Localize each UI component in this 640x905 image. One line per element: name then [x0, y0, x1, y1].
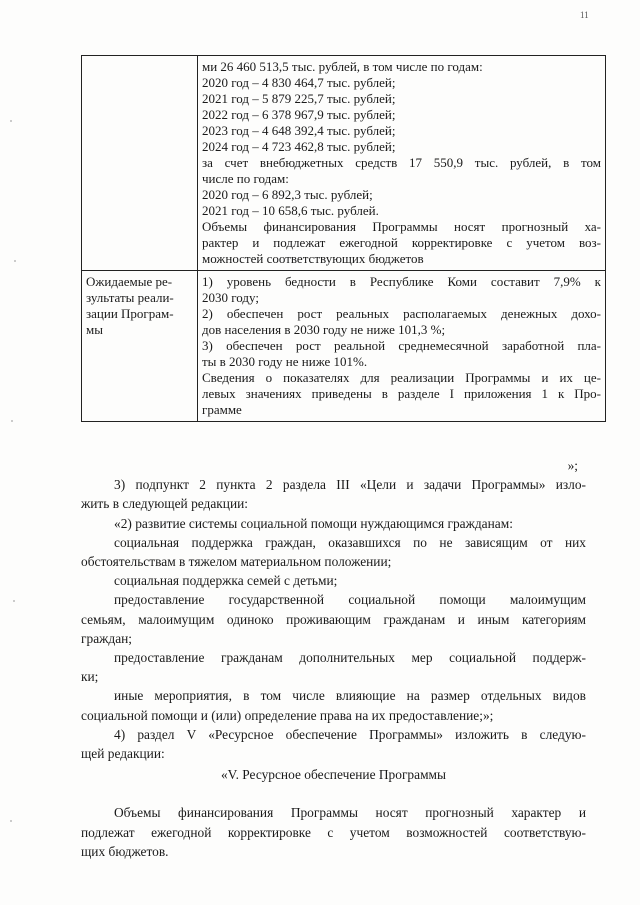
cell-line: можностей соответствующих бюджетов [202, 251, 424, 266]
paragraph-line: подлежат ежегодной корректировке с учетом возможностей соответствую- [81, 824, 586, 840]
paragraph-line: 3) подпункт 2 пункта 2 раздела III «Цели и задачи Программы» изло- [114, 477, 586, 493]
paragraph-line: предоставление государственной социальной помощи малоимущим [114, 592, 586, 608]
paragraph-line: 4) раздел V «Ресурсное обеспечение Программы» изложить в следую- [114, 726, 586, 742]
label-line: зации Програм- [86, 306, 174, 321]
expected-results-cell [198, 271, 606, 422]
paragraph-line: обстоятельствам в тяжелом материальном положении; [81, 554, 392, 570]
financing-cell [198, 56, 606, 271]
paragraph-line: социальная поддержка граждан, оказавшихся по не зависящим от них [114, 534, 586, 550]
cell-line: за счет внебюджетных средств 17 550,9 тыс. рублей, в том [202, 155, 601, 170]
paragraph-line: «2) развитие системы социальной помощи нуждающимся гражданам: [114, 515, 513, 531]
cell-line: 2) обеспечен рост реальных располагаемых денежных дохо- [202, 306, 601, 321]
paragraph-line: граждан; [81, 630, 133, 646]
scan-speck [13, 600, 15, 602]
label-line: мы [86, 322, 103, 337]
scan-speck [10, 120, 12, 122]
page-number: 11 [580, 10, 589, 20]
cell-line: ми 26 460 513,5 тыс. рублей, в том числе по годам: [202, 59, 483, 74]
cell-line: 3) обеспечен рост реальной среднемесячной заработной пла- [202, 338, 601, 353]
paragraph-line: семьям, малоимущим одиноко проживающим гражданам и иным категориям [81, 611, 586, 627]
program-passport-table [81, 55, 606, 422]
expected-results-label-cell [82, 271, 198, 422]
label-line: зультаты реали- [86, 290, 174, 305]
cell-line: 2020 год – 4 830 464,7 тыс. рублей; [202, 75, 396, 90]
cell-line: 2020 год – 6 892,3 тыс. рублей; [202, 187, 373, 202]
paragraph-line: иные мероприятия, в том числе влияющие на размер отдельных видов [114, 688, 586, 704]
paragraph-line: жить в следующей редакции: [81, 496, 249, 512]
scan-speck [10, 820, 12, 822]
cell-line: 2023 год – 4 648 392,4 тыс. рублей; [202, 123, 396, 138]
paragraph-line: социальная поддержка семей с детьми; [114, 573, 338, 589]
cell-line: ты в 2030 году не ниже 101%. [202, 354, 368, 369]
table-row [82, 271, 606, 422]
cell-line: грамме [202, 402, 242, 417]
label-cell-empty [82, 56, 198, 271]
cell-line: 2021 год – 10 658,6 тыс. рублей. [202, 203, 379, 218]
cell-line: Объемы финансирования Программы носят прогнозный ха- [202, 219, 601, 234]
closing-quote: »; [567, 458, 578, 473]
paragraph-line: щей редакции: [81, 746, 165, 762]
paragraph-line: ки; [81, 669, 99, 685]
cell-line: 1) уровень бедности в Республике Коми составит 7,9% к [202, 274, 601, 289]
paragraph-line: щих бюджетов. [81, 843, 169, 859]
paragraph-line: предоставление гражданам дополнительных мер социальной поддерж- [114, 650, 586, 666]
scan-speck [14, 260, 16, 262]
cell-line: числе по годам: [202, 171, 289, 186]
section-title: «V. Ресурсное обеспечение Программы [220, 767, 447, 783]
cell-line: Сведения о показателях для реализации Программы и их це- [202, 370, 601, 385]
paragraph-line: Объемы финансирования Программы носят прогнозный характер и [114, 805, 586, 821]
cell-line: 2022 год – 6 378 967,9 тыс. рублей; [202, 107, 396, 122]
cell-line: левых значениях приведены в разделе I приложения 1 к Про- [202, 386, 601, 401]
cell-line: 2021 год – 5 879 225,7 тыс. рублей; [202, 91, 396, 106]
label-line: Ожидаемые ре- [86, 274, 173, 289]
paragraph-line: социальной помощи и (или) определение права на их предоставление;»; [81, 707, 494, 723]
cell-line: 2030 году; [202, 290, 259, 305]
document-body [81, 456, 586, 861]
scan-speck [11, 420, 13, 422]
cell-line: рактер и подлежат ежегодной корректировке с учетом воз- [202, 235, 601, 250]
cell-line: дов населения в 2030 году не ниже 101,3 %; [202, 322, 446, 337]
cell-line: 2024 год – 4 723 462,8 тыс. рублей; [202, 139, 396, 154]
table-row [82, 56, 606, 271]
